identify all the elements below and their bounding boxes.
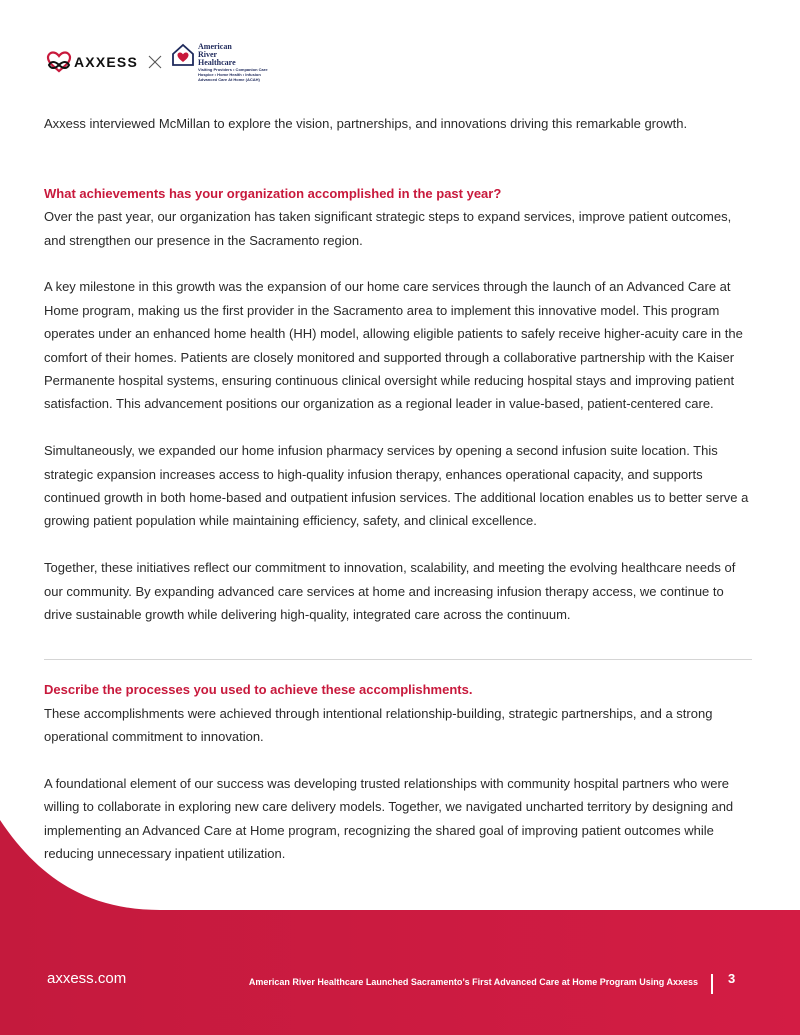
footer-document-title: American River Healthcare Launched Sacramento’s First Advanced Care at Home Program Using Axxess — [248, 977, 698, 987]
section2-question: Describe the processes you used to achieve these accomplishments. — [44, 682, 473, 698]
article-body — [44, 112, 752, 866]
footer-website-link[interactable]: axxess.com — [47, 970, 127, 987]
section2-paragraph-1: These accomplishments were achieved through intentional relationship-building, strategic partnerships, and a strong operational commitment to innovation. — [44, 705, 713, 745]
section1-paragraph-2: A key milestone in this growth was the expansion of our home care services through the launch of an Advanced Care at Home program, making us the first provider in the Sacramento area to implement this innovative model. This program operates under an enhanced home health (HH) model, allowing eligible patients to safely receive higher-acuity care in the comfort of their homes. Patients are closely monitored and supported through a collaborative partnership with the Kaiser Permanente hospital systems, ensuring continuous clinical oversight while reducing hospital stays and improving patient satisfaction. This advancement positions our organization as a regional leader in value-based, patient-centered care. — [44, 279, 743, 412]
section-divider — [44, 659, 752, 660]
intro-paragraph: Axxess interviewed McMillan to explore the vision, partnerships, and innovations driving this remarkable growth. — [44, 116, 688, 131]
arh-services-line1: Visiting Providers • Companion Care — [198, 66, 268, 72]
section2-paragraph-2: A foundational element of our success was developing trusted relationships with community hospital partners who were willing to collaborate in exploring new care delivery models. Together, we navigated uncharted territory by designing and implementing an Advanced Care at Home program, recognizing the shared goal of improving patient outcomes while reducing unnecessary inpatient utilization. — [44, 776, 734, 862]
section1-paragraph-1: Over the past year, our organization has taken significant strategic steps to expand services, improve patient outcomes, and strengthen our presence in the Sacramento region. — [44, 209, 732, 248]
arh-services-line2: Hospice • Home Health • Infusion — [198, 71, 261, 77]
arh-title-line1: American — [198, 41, 232, 51]
axxess-logo — [46, 51, 138, 73]
page-number: 3 — [728, 971, 736, 986]
section1-paragraph-4: Together, these initiatives reflect our commitment to innovation, scalability, and meeting the evolving healthcare needs of our community. By expanding advanced care services at home and increasing infusion therapy access, we continue to drive sustainable growth while delivering high-quality, integrated care across the continuum. — [44, 560, 736, 623]
header-logos — [46, 40, 268, 84]
times-icon — [148, 55, 162, 69]
footer-divider-bar — [711, 974, 713, 994]
house-heart-icon — [170, 43, 196, 67]
section1-paragraph-3: Simultaneously, we expanded our home infusion pharmacy services by opening a second infusion suite location. This strategic expansion increases access to high-quality infusion therapy, enhances operational capacity, and supports continued growth in both home-based and outpatient infusion services. The additional location enables us to better serve a growing patient population while maintaining efficiency, safety, and clinical excellence. — [44, 443, 749, 529]
section1-question: What achievements has your organization accomplished in the past year? — [44, 185, 502, 201]
arh-title-line2: River — [198, 49, 218, 59]
heart-infinity-icon — [46, 51, 72, 73]
footer-wave-background — [0, 820, 800, 1035]
axxess-wordmark: AXXESS — [74, 54, 138, 70]
arh-services-line3: Advanced Care At Home (ACAH) — [198, 76, 260, 82]
american-river-healthcare-logo — [170, 43, 268, 82]
arh-title-line3: Healthcare — [198, 57, 236, 67]
